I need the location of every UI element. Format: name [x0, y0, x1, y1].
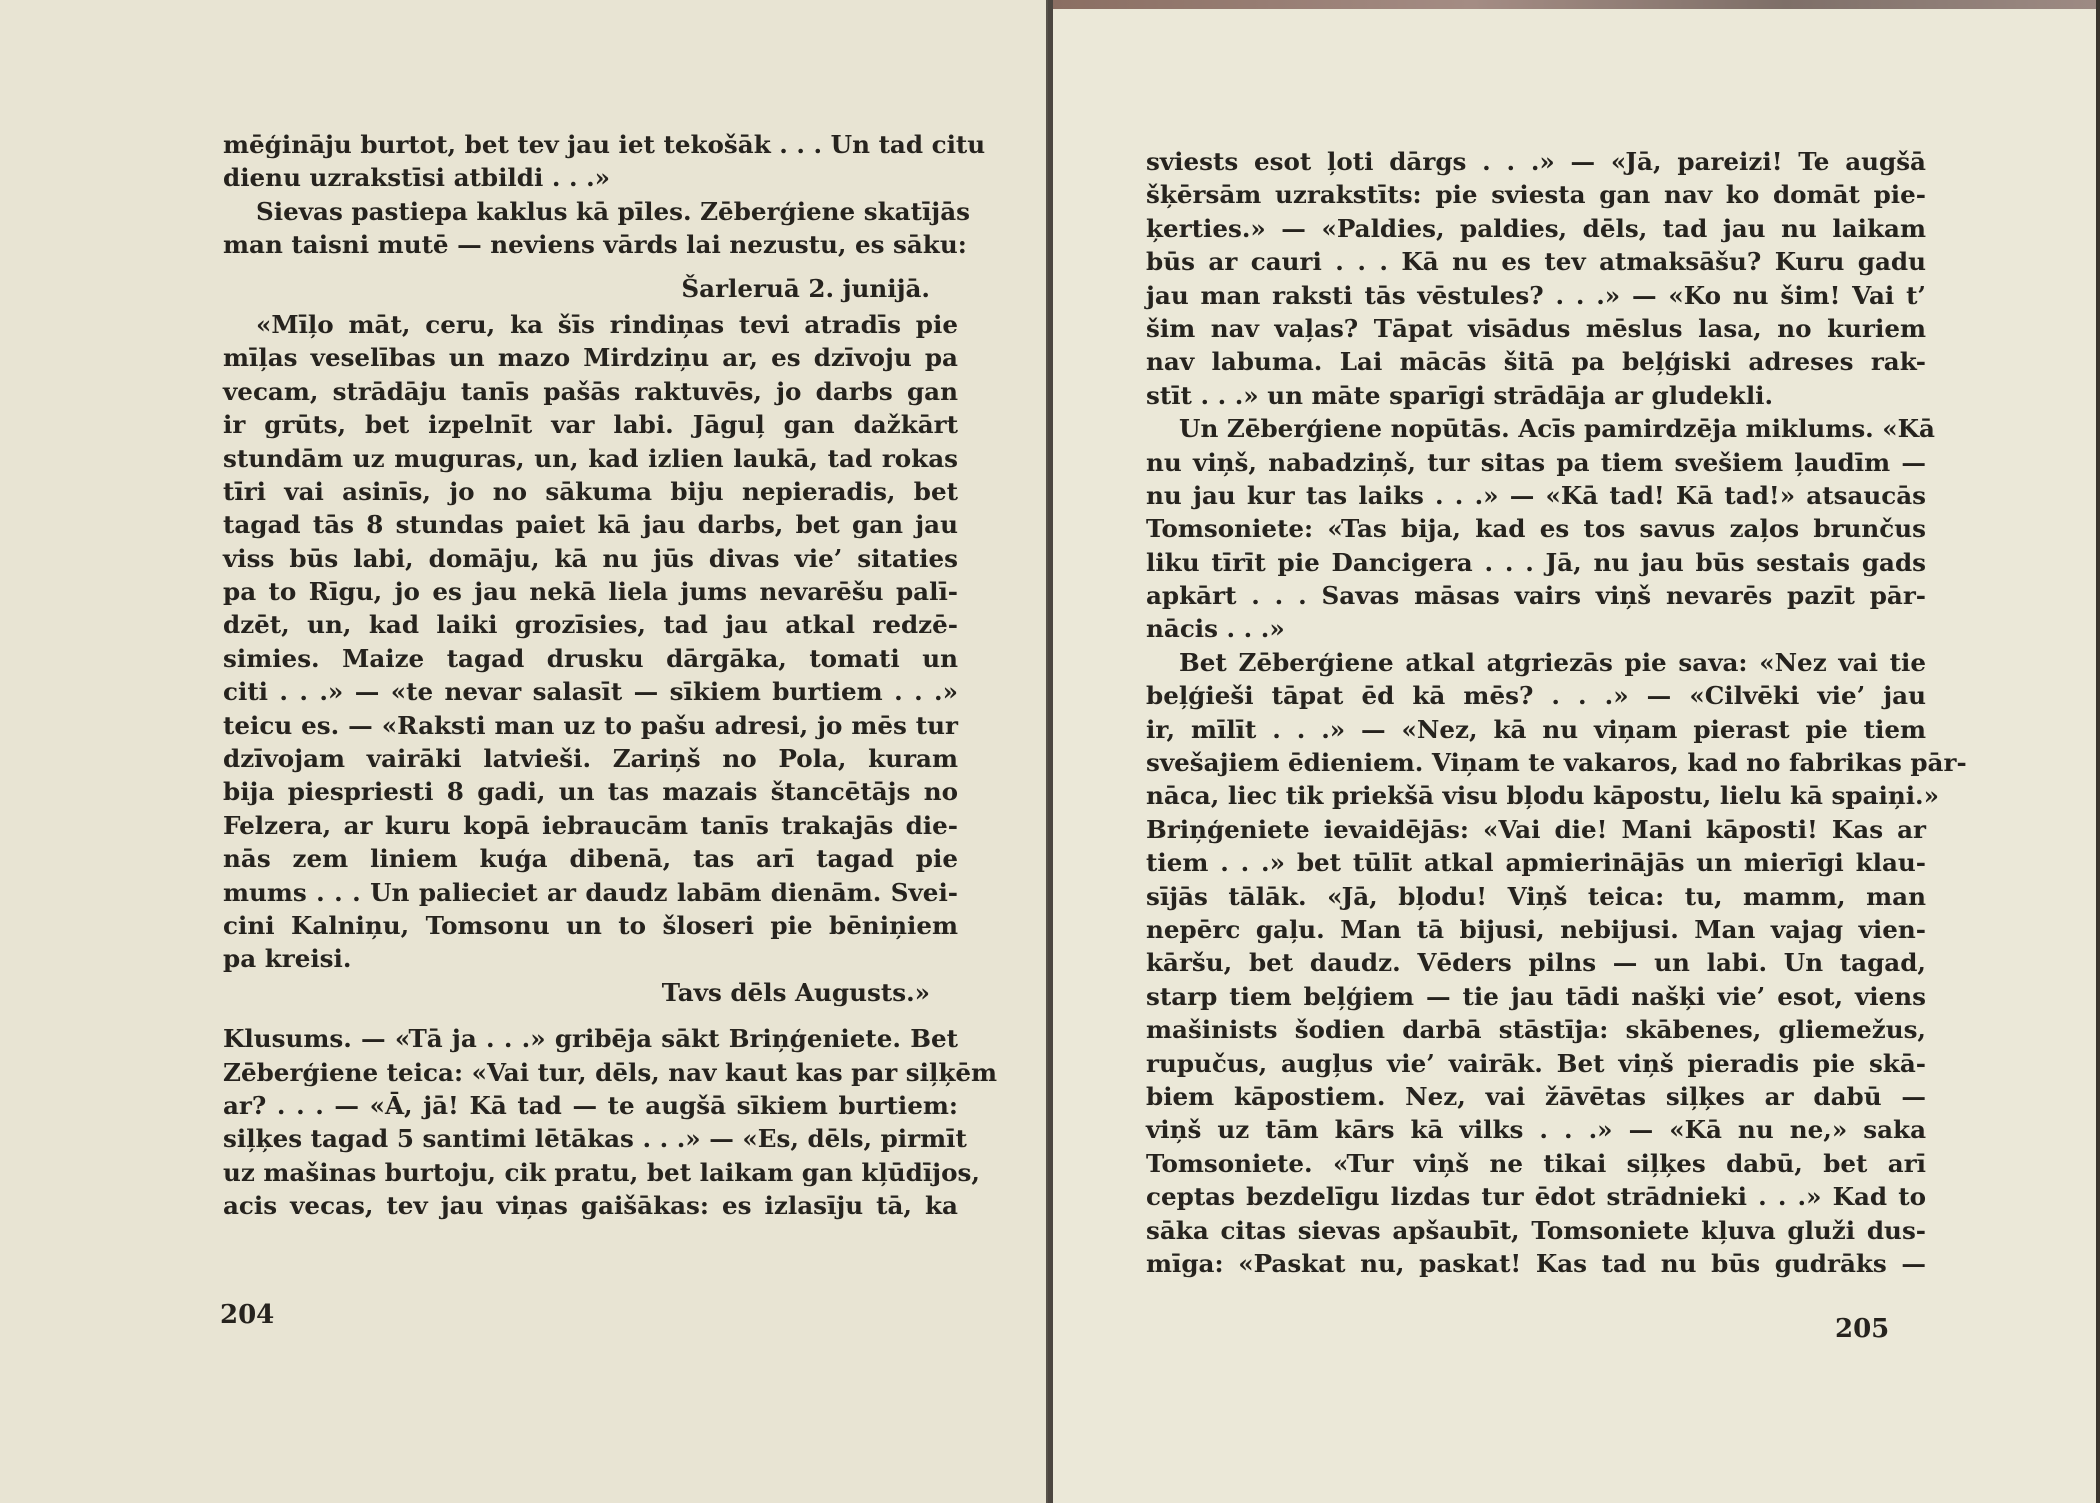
text-line: svešajiem ēdieniem. Viņam te vakaros, kad no fabrikas pār-	[1146, 748, 1967, 778]
text-line: bija piespriesti 8 gadi, un tas mazais štancētājs no	[223, 777, 958, 807]
left-page-text	[223, 128, 998, 1223]
text-line: ceptas bezdelīgu lizdas tur ēdot strādnieki . . .» Kad to	[1146, 1182, 1926, 1212]
letter-dateline: Šarleruā 2. junijā.	[681, 273, 930, 303]
text-line: mīga: «Paskat nu, paskat! Kas tad nu būs gudrāks —	[1146, 1248, 1926, 1278]
text-line: ķerties.» — «Paldies, paldies, dēls, tad jau nu laikam	[1146, 213, 1926, 243]
text-line: man taisni mutē — neviens vārds lai nezustu, es sāku:	[223, 230, 967, 260]
text-line: stīt . . .» un māte sparīgi strādāja ar gludekli.	[1146, 380, 1774, 410]
text-line: starp tiem beļģiem — tie jau tādi našķi vie’ esot, viens	[1146, 981, 1926, 1011]
text-line: mīļas veselības un mazo Mirdziņu ar, es dzīvoju pa	[223, 343, 958, 373]
text-line: cini Kalniņu, Tomsonu un to šloseri pie bēniņiem	[223, 910, 958, 940]
text-line: siļķes tagad 5 santimi lētākas . . .» — «Es, dēls, pirmīt	[223, 1124, 967, 1154]
text-line: ar? . . . — «Ā, jā! Kā tad — te augšā sīkiem burtiem:	[223, 1090, 958, 1120]
text-line: dzēt, un, kad laiki grozīsies, tad jau atkal redzē-	[223, 610, 958, 640]
text-line: šķērsām uzrakstīts: pie sviesta gan nav ko domāt pie-	[1146, 180, 1926, 210]
text-line: «Mīļo māt, ceru, ka šīs rindiņas tevi atradīs pie	[256, 309, 958, 339]
text-line: stundām uz muguras, un, kad izlien laukā, tad rokas	[223, 443, 958, 473]
text-line: viss būs labi, domāju, kā nu jūs divas vie’ sitaties	[223, 543, 958, 573]
text-line: vecam, strādāju tanīs pašās raktuvēs, jo darbs gan	[223, 376, 958, 406]
text-line: rupučus, augļus vie’ vairāk. Bet viņš pieradis pie skā-	[1146, 1048, 1926, 1078]
text-line: acis vecas, tev jau viņas gaišākas: es izlasīju tā, ka	[223, 1191, 958, 1221]
text-line: teicu es. — «Raksti man uz to pašu adresi, jo mēs tur	[223, 710, 958, 740]
text-line: pa to Rīgu, jo es jau nekā liela jums nevarēšu palī-	[223, 577, 958, 607]
text-line: nepērc gaļu. Man tā bijusi, nebijusi. Man vajag vien-	[1146, 914, 1926, 944]
text-line: sījās tālāk. «Jā, bļodu! Viņš teica: tu, mamm, man	[1146, 881, 1926, 911]
text-line: dzīvojam vairāki latvieši. Zariņš no Pola, kuram	[223, 744, 958, 774]
text-line: citi . . .» — «te nevar salasīt — sīkiem burtiem . . .»	[223, 677, 958, 707]
text-line: dienu uzrakstīsi atbildi . . .»	[223, 163, 611, 193]
text-line: biem kāpostiem. Nez, vai žāvētas siļķes ar dabū —	[1146, 1081, 1926, 1111]
text-line: Bet Zēberģiene atkal atgriezās pie sava: «Nez vai tie	[1179, 647, 1926, 677]
text-line: būs ar cauri . . . Kā nu es tev atmaksāšu? Kuru gadu	[1146, 247, 1926, 277]
text-line: sāka citas sievas apšaubīt, Tomsoniete kļuva gluži dus-	[1146, 1215, 1926, 1245]
page-edge	[2096, 0, 2100, 1503]
text-line: simies. Maize tagad drusku dārgāka, tomati un	[223, 643, 958, 673]
text-line: nu viņš, nabadziņš, tur sitas pa tiem svešiem ļaudīm —	[1146, 447, 1926, 477]
text-line: šim nav vaļas? Tāpat visādus mēslus lasa, no kuriem	[1146, 313, 1926, 343]
page-number-left: 204	[220, 1300, 275, 1330]
text-line: tiem . . .» bet tūlīt atkal apmierinājās un mierīgi klau-	[1146, 848, 1926, 878]
text-line: Un Zēberģiene nopūtās. Acīs pamirdzēja miklums. «Kā	[1179, 414, 1935, 444]
text-line: nāca, liec tik priekšā visu bļodu kāpostu, lielu kā spaiņi.»	[1146, 781, 1939, 811]
text-line: Briņģeniete ievaidējās: «Vai die! Mani kāposti! Kas ar	[1146, 814, 1926, 844]
text-line: nu jau kur tas laiks . . .» — «Kā tad! Kā tad!» atsaucās	[1146, 480, 1926, 510]
text-line: viņš uz tām kārs kā vilks . . .» — «Kā nu ne,» saka	[1146, 1115, 1926, 1145]
text-line: tīri vai asinīs, jo no sākuma biju nepieradis, bet	[223, 476, 958, 506]
text-line: mēģināju burtot, bet tev jau iet tekošāk . . . Un tad citu	[223, 130, 986, 159]
text-line: Zēberģiene teica: «Vai tur, dēls, nav kaut kas par siļķēm	[223, 1057, 998, 1087]
text-line: uz mašinas burtoju, cik pratu, bet laikam gan kļūdījos,	[223, 1157, 980, 1187]
page-number-right: 205	[1835, 1314, 1890, 1344]
letter-signature: Tavs dēls Augusts.»	[661, 977, 930, 1007]
left-page	[0, 0, 1048, 1503]
text-line: jau man raksti tās vēstules? . . .» — «Ko nu šim! Vai t’	[1146, 280, 1926, 310]
text-line: apkārt . . . Savas māsas vairs viņš nevarēs pazīt pār-	[1146, 581, 1926, 611]
text-line: Felzera, ar kuru kopā iebraucām tanīs trakajās die-	[223, 810, 958, 840]
text-line: nācis . . .»	[1146, 614, 1285, 644]
text-line: mums . . . Un palieciet ar daudz labām dienām. Svei-	[223, 877, 958, 907]
text-line: mašinists šodien darbā stāstīja: skābenes, gliemežus,	[1146, 1015, 1926, 1045]
text-line: Tomsoniete: «Tas bija, kad es tos savus zaļos brunčus	[1146, 514, 1926, 544]
right-page-text	[1146, 145, 1967, 1280]
text-line: ir grūts, bet izpelnīt var labi. Jāguļ gan dažkārt	[223, 410, 958, 440]
text-line: beļģieši tāpat ēd kā mēs? . . .» — «Cilvēki vie’ jau	[1146, 681, 1926, 711]
page-edge-strip	[1053, 0, 2100, 9]
text-line: Klusums. — «Tā ja . . .» gribēja sākt Briņģeniete. Bet	[223, 1024, 958, 1054]
text-line: nās zem liniem kuģa dibenā, tas arī tagad pie	[223, 844, 958, 874]
text-line: tagad tās 8 stundas paiet kā jau darbs, bet gan jau	[223, 510, 958, 540]
text-line: kāršu, bet daudz. Vēders pilns — un labi. Un tagad,	[1146, 948, 1926, 978]
text-line: nav labuma. Lai mācās šitā pa beļģiski adreses rak-	[1146, 347, 1926, 377]
text-line: Tomsoniete. «Tur viņš ne tikai siļķes dabū, bet arī	[1146, 1148, 1926, 1178]
text-line: Sievas pastiepa kaklus kā pīles. Zēberģiene skatījās	[256, 196, 970, 226]
text-line: pa kreisi.	[223, 944, 352, 974]
text-line: liku tīrīt pie Dancigera . . . Jā, nu jau būs sestais gads	[1146, 547, 1926, 577]
text-line: ir, mīlīt . . .» — «Nez, kā nu viņam pierast pie tiem	[1146, 714, 1926, 744]
text-line: sviests esot ļoti dārgs . . .» — «Jā, pareizi! Te augšā	[1146, 147, 1926, 176]
